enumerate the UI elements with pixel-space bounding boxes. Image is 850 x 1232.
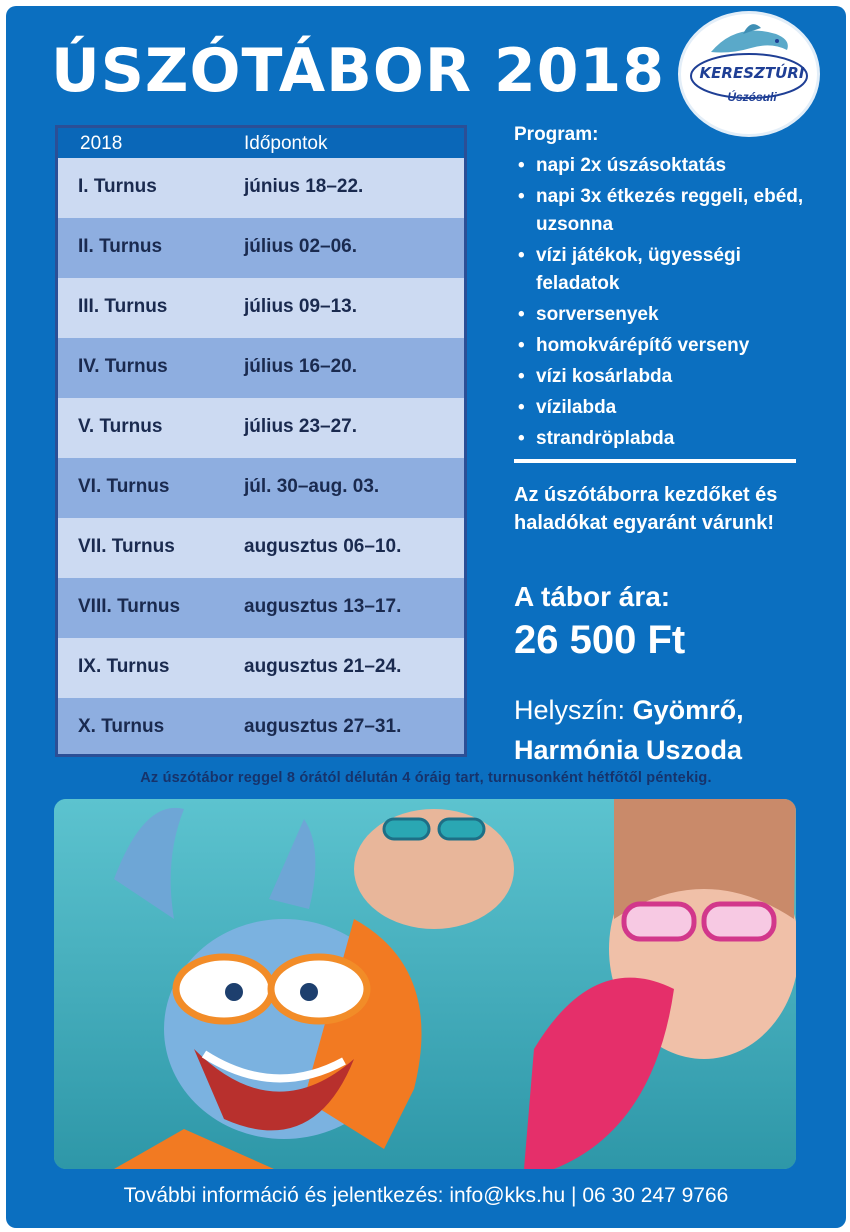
turnus-date: augusztus 21–24. xyxy=(244,656,402,677)
list-item: • vízi kosárlabda xyxy=(514,363,814,391)
turnus-name: II. Turnus xyxy=(78,236,163,257)
turnus-date: június 18–22. xyxy=(244,176,364,197)
logo-name: KERESZTÚRI xyxy=(699,64,805,82)
turnus-name: IV. Turnus xyxy=(78,356,168,377)
table-row xyxy=(58,578,464,638)
poster xyxy=(6,6,846,1228)
list-item: • napi 2x úszásoktatás xyxy=(514,152,814,180)
turnus-name: I. Turnus xyxy=(78,176,157,197)
turnus-date: augusztus 06–10. xyxy=(244,536,402,557)
turnus-date: július 02–06. xyxy=(244,236,358,257)
header-year: 2018 xyxy=(80,133,123,154)
table-row xyxy=(58,218,464,278)
turnus-name: VIII. Turnus xyxy=(78,596,181,617)
table-row xyxy=(58,458,464,518)
list-item: • napi 3x étkezés reggeli, ebéd, uzsonna xyxy=(514,183,814,239)
table-row xyxy=(58,398,464,458)
schedule-header xyxy=(58,128,464,158)
divider xyxy=(514,459,796,463)
schedule-note: Az úszótábor reggel 8 órától délután 4 óráig tart, turnusonként hétfőtől péntekig. xyxy=(140,770,712,786)
turnus-date: július 23–27. xyxy=(244,416,358,437)
turnus-date: júl. 30–aug. 03. xyxy=(244,476,380,497)
page-title: ÚSZÓTÁBOR 2018 xyxy=(51,36,665,106)
location-place: Gyömrő, xyxy=(632,695,744,725)
program-title: Program: xyxy=(514,124,599,145)
list-item: • vízilabda xyxy=(514,394,814,422)
table-row xyxy=(58,698,464,754)
table-row xyxy=(58,278,464,338)
turnus-name: V. Turnus xyxy=(78,416,163,437)
location-label: Helyszín: xyxy=(514,695,626,725)
logo-subtitle: Úszósuli xyxy=(727,90,777,104)
program-list xyxy=(514,152,814,456)
footer-contact: További információ és jelentkezés: info@kks.hu | 06 30 247 9766 xyxy=(123,1184,729,1207)
table-row xyxy=(58,158,464,218)
welcome-text: Az úszótáborra kezdőket és haladókat egyaránt várunk! xyxy=(514,484,778,534)
turnus-name: IX. Turnus xyxy=(78,656,170,677)
header-dates: Időpontok xyxy=(244,133,328,154)
price-label: A tábor ára: xyxy=(514,581,671,612)
underwater-illustration-icon xyxy=(54,799,796,1169)
location xyxy=(514,690,814,770)
turnus-date: július 09–13. xyxy=(244,296,358,317)
schedule-table xyxy=(58,128,464,754)
turnus-name: X. Turnus xyxy=(78,716,165,737)
table-row xyxy=(58,638,464,698)
turnus-name: III. Turnus xyxy=(78,296,168,317)
list-item: • sorversenyek xyxy=(514,301,814,329)
table-row xyxy=(58,518,464,578)
price-value: 26 500 Ft xyxy=(514,618,686,662)
photo-dolphin-children-swimming xyxy=(54,799,796,1169)
table-row xyxy=(58,338,464,398)
turnus-name: VII. Turnus xyxy=(78,536,175,557)
list-item: • strandröplabda xyxy=(514,425,814,453)
turnus-date: augusztus 13–17. xyxy=(244,596,402,617)
turnus-name: VI. Turnus xyxy=(78,476,170,497)
list-item: • vízi játékok, ügyességi feladatok xyxy=(514,242,814,298)
turnus-date: augusztus 27–31. xyxy=(244,716,402,737)
list-item: • homokvárépítő verseny xyxy=(514,332,814,360)
logo xyxy=(678,11,820,137)
turnus-date: július 16–20. xyxy=(244,356,358,377)
location-venue: Harmónia Uszoda xyxy=(514,735,743,765)
